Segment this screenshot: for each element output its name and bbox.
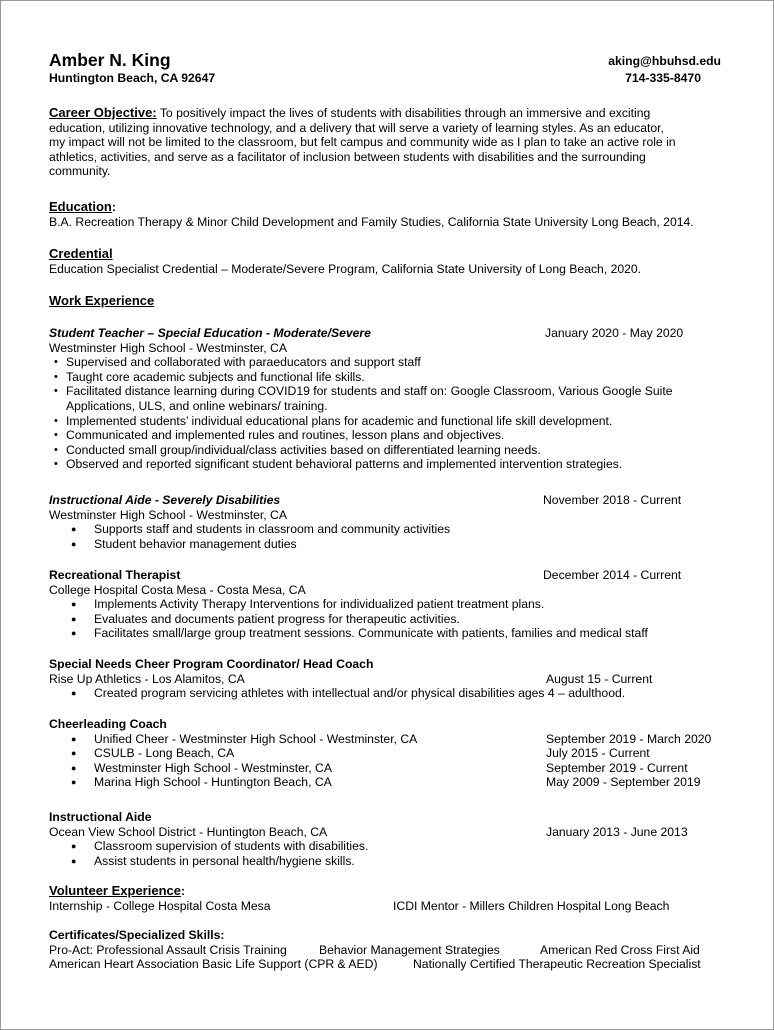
list-item: • Conducted small group/individual/class activities based on differentiated learning needs. <box>49 443 709 458</box>
job-dates: December 2014 - Current <box>543 568 682 582</box>
position-dates: September 2019 - Current <box>546 760 688 775</box>
position-place: Unified Cheer - Westminster High School - Westminster, CA <box>94 731 418 746</box>
position-dates: May 2009 - September 2019 <box>546 775 701 790</box>
job-duties <box>49 686 719 701</box>
position-place: CSULB - Long Beach, CA <box>94 746 235 761</box>
certificates-section <box>49 928 719 972</box>
job-org: College Hospital Costa Mesa - Costa Mesa, CA <box>49 582 306 597</box>
job-title: Instructional Aide - Severely Disabilities <box>49 493 281 507</box>
job-duties <box>49 597 719 641</box>
credential-text: Education Specialist Credential – Moderate/Severe Program, California State University of Long Beach, 2020. <box>49 261 642 276</box>
list-item: • Facilitated distance learning during COVID19 for students and staff on: Google Classroom, Various Google Suite Applications, ULS, and online webinars/ training. <box>49 384 709 413</box>
education-section <box>49 200 719 229</box>
job-cheerleading-coach <box>49 717 719 790</box>
job-title: Instructional Aide <box>49 810 152 824</box>
credential-heading: Credential <box>49 246 113 261</box>
certificate-item: American Heart Association Basic Life Support (CPR & AED) <box>49 957 378 972</box>
job-dates: November 2018 - Current <box>543 493 682 507</box>
work-experience-heading-wrap <box>49 294 719 309</box>
list-item <box>49 732 719 747</box>
list-item: ● Classroom supervision of students with disabilities. <box>49 839 719 854</box>
coach-positions <box>49 732 719 790</box>
certificates-heading: Certificates/Specialized Skills: <box>49 928 225 942</box>
position-dates: July 2015 - Current <box>546 746 650 761</box>
email-address: aking@hbuhsd.edu <box>608 54 721 68</box>
list-item: • Observed and reported significant student behavioral patterns and implemented intervention strategies. <box>49 457 709 472</box>
job-title: Special Needs Cheer Program Coordinator/ Head Coach <box>49 657 374 671</box>
job-instructional-aide <box>49 810 719 868</box>
volunteer-item: Internship - College Hospital Costa Mesa <box>49 898 271 913</box>
education-colon: : <box>111 200 116 214</box>
list-item: ● Supports staff and students in classroom and community activities <box>49 522 719 537</box>
list-item <box>49 761 719 776</box>
job-duties <box>49 522 719 551</box>
position-place: Westminster High School - Westminster, CA <box>94 760 332 775</box>
volunteer-section <box>49 884 719 913</box>
education-heading: Education <box>49 199 112 214</box>
job-title: Recreational Therapist <box>49 568 181 582</box>
job-duties <box>49 355 709 472</box>
work-experience-heading: Work Experience <box>49 293 155 308</box>
volunteer-item: ICDI Mentor - Millers Children Hospital Long Beach <box>393 898 670 913</box>
certificate-item: Behavior Management Strategies <box>319 942 500 957</box>
job-cheer-program-coordinator <box>49 657 719 701</box>
list-item: ● Student behavior management duties <box>49 537 719 552</box>
job-org: Ocean View School District - Huntington Beach, CA <box>49 824 328 839</box>
job-student-teacher <box>49 326 719 472</box>
list-item: • Communicated and implemented rules and routines, lesson plans and objectives. <box>49 428 709 443</box>
job-org: Rise Up Athletics - Los Alamitos, CA <box>49 671 245 686</box>
candidate-location: Huntington Beach, CA 92647 <box>49 71 216 85</box>
job-instructional-aide-severe <box>49 493 719 551</box>
list-item: ● Assist students in personal health/hygiene skills. <box>49 854 719 869</box>
list-item: ● Facilitates small/large group treatment sessions. Communicate with patients, families and medical staff <box>49 626 719 641</box>
certificate-item: Pro-Act: Professional Assault Crisis Training <box>49 942 287 957</box>
list-item: • Supervised and collaborated with paraeducators and support staff <box>49 355 709 370</box>
volunteer-heading: Volunteer Experience <box>49 883 181 898</box>
job-dates: August 15 - Current <box>546 671 653 686</box>
job-title: Student Teacher – Special Education - Moderate/Severe <box>49 326 371 340</box>
job-title: Cheerleading Coach <box>49 717 167 731</box>
list-item <box>49 746 719 761</box>
phone-number: 714-335-8470 <box>625 71 701 85</box>
volunteer-colon: : <box>180 884 186 898</box>
objective-label: Career Objective: <box>49 105 157 120</box>
job-org: Westminster High School - Westminster, CA <box>49 507 287 522</box>
list-item: • Implemented students’ individual educational plans for academic and functional life skill development. <box>49 414 709 429</box>
list-item: ● Implements Activity Therapy Interventions for individualized patient treatment plans. <box>49 597 719 612</box>
position-dates: September 2019 - March 2020 <box>546 731 712 746</box>
job-org: Westminster High School - Westminster, CA <box>49 340 287 355</box>
list-item: ● Evaluates and documents patient progress for therapeutic activities. <box>49 612 719 627</box>
job-duties <box>49 839 719 868</box>
education-degree: B.A. Recreation Therapy & Minor Child Development and Family Studies, California State University Long Beach, 2014. <box>49 214 694 229</box>
job-dates: January 2020 - May 2020 <box>545 326 684 340</box>
objective-text: To positively impact the lives of students with disabilities through an immersive and exciting education, utilizing innovative technology, and a delivery that will serve a variety of learning styles. As an educator, my impact will not be limited to the classroom, but felt campus and community wide as I plan to take an active role in athletics, activities, and serve as a facilitator of inclusion between students with disabilities and the surrounding community. <box>49 106 676 179</box>
list-item <box>49 775 719 790</box>
list-item: • Taught core academic subjects and functional life skills. <box>49 370 709 385</box>
job-recreational-therapist <box>49 568 719 641</box>
certificate-item: American Red Cross First Aid <box>540 942 700 957</box>
career-objective <box>49 106 681 179</box>
certificate-item: Nationally Certified Therapeutic Recreation Specialist <box>413 957 701 972</box>
job-dates: January 2013 - June 2013 <box>546 824 688 839</box>
list-item: ● Created program servicing athletes with intellectual and/or physical disabilities ages 4 – adulthood. <box>49 686 719 701</box>
position-place: Marina High School - Huntington Beach, CA <box>94 775 332 790</box>
candidate-name: Amber N. King <box>49 50 171 70</box>
credential-section <box>49 247 719 276</box>
